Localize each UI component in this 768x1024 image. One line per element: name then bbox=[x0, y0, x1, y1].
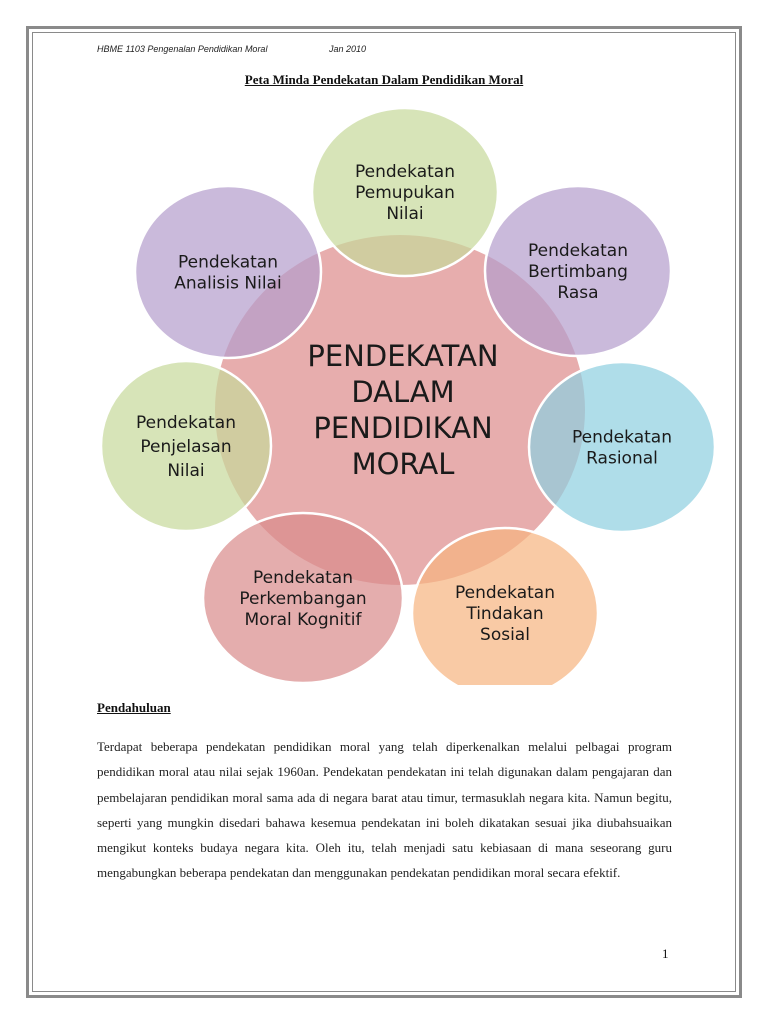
node-label-bertimbang: Rasa bbox=[557, 282, 599, 303]
document-title: Peta Minda Pendekatan Dalam Pendidikan Moral bbox=[244, 72, 524, 87]
header-date: Jan 2010 bbox=[329, 44, 367, 54]
node-label-analisis: Analisis Nilai bbox=[174, 273, 282, 294]
center-label-line: MORAL bbox=[351, 447, 455, 482]
node-label-tindakan: Tindakan bbox=[466, 603, 544, 624]
node-label-penjelasan: Pendekatan bbox=[136, 412, 236, 433]
node-label-perkembangan: Perkembangan bbox=[239, 588, 367, 609]
node-label-pemupukan: Pendekatan bbox=[355, 161, 455, 182]
center-label-line: DALAM bbox=[351, 375, 455, 410]
page-number: 1 bbox=[662, 946, 669, 961]
mind-map-svg bbox=[0, 105, 768, 685]
node-label-penjelasan: Nilai bbox=[167, 460, 205, 481]
node-label-pemupukan: Nilai bbox=[386, 203, 424, 224]
node-label-tindakan: Sosial bbox=[480, 624, 530, 645]
node-label-perkembangan: Pendekatan bbox=[253, 567, 353, 588]
node-label-perkembangan: Moral Kognitif bbox=[244, 609, 362, 630]
mind-map-diagram bbox=[0, 105, 768, 685]
header-course: HBME 1103 Pengenalan Pendidikan Moral bbox=[97, 44, 268, 54]
section-heading: Pendahuluan bbox=[97, 700, 171, 715]
node-label-penjelasan: Penjelasan bbox=[140, 436, 232, 457]
node-label-rasional: Pendekatan bbox=[572, 427, 672, 448]
center-label-line: PENDEKATAN bbox=[307, 339, 499, 374]
page-header bbox=[97, 44, 367, 54]
intro-paragraph: Terdapat beberapa pendekatan pendidikan moral yang telah diperkenalkan melalui pelbagai program pendidikan moral atau nilai sejak 1960an. Pendekatan pendekatan ini telah digunakan dalam pengajaran dan pembelajaran pendidikan moral sama ada di negara barat atau timur, termasuklah negara kita. Namun begitu, seperti yang mungkin disedari bahawa kesemua pendekatan ini boleh dikatakan sesuai jika diubahsuaikan mengikut konteks budaya negara kita. Oleh itu, telah menjadi satu kebiasaan di mana seseorang guru mengabungkan beberapa pendekatan dan menggunakan pendekatan pendidikan moral secara efektif. bbox=[97, 739, 672, 881]
node-label-tindakan: Pendekatan bbox=[455, 582, 555, 603]
node-label-analisis: Pendekatan bbox=[178, 252, 278, 273]
node-label-bertimbang: Bertimbang bbox=[528, 261, 628, 282]
node-label-bertimbang: Pendekatan bbox=[528, 240, 628, 261]
node-label-pemupukan: Pemupukan bbox=[355, 182, 455, 203]
node-label-rasional: Rasional bbox=[586, 448, 658, 469]
center-label-line: PENDIDIKAN bbox=[313, 411, 493, 446]
